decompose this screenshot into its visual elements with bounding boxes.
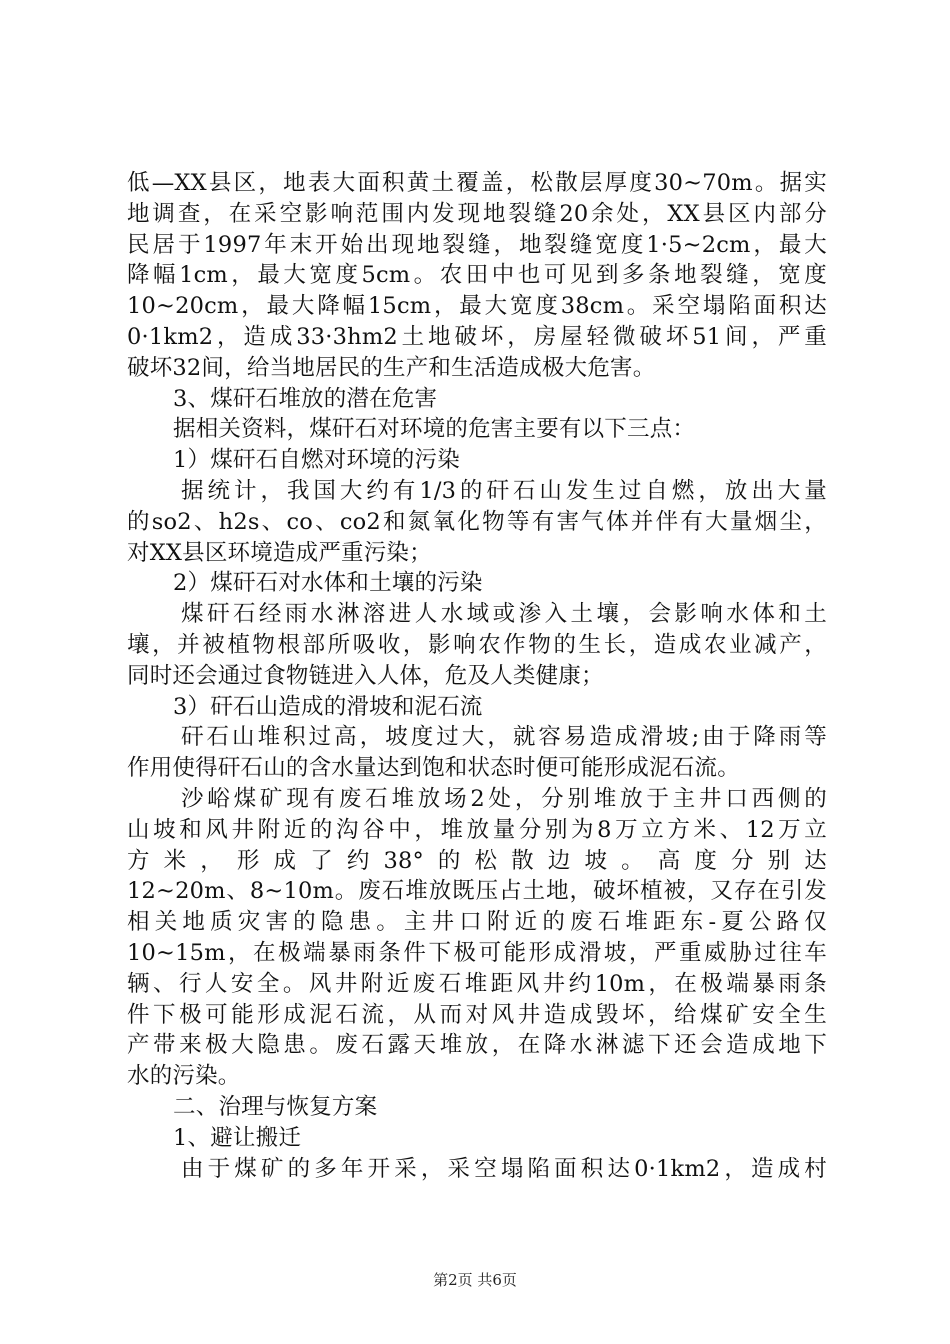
paragraph-line: 辆、行人安全。风井附近废石堆距风井约10m，在极端暴雨条 — [127, 970, 827, 997]
subsection-heading: 3）矸石山造成的滑坡和泥石流 — [173, 693, 483, 720]
paragraph-line: 由于煤矿的多年开采，采空塌陷面积达0·1km2，造成村 — [181, 1155, 827, 1182]
paragraph-line: 地调查，在采空影响范围内发现地裂缝20余处，XX县区内部分 — [127, 200, 827, 227]
paragraph-line: 对XX县区环境造成严重污染； — [127, 539, 432, 566]
paragraph-line: 民居于1997年末开始出现地裂缝，地裂缝宽度1·5~2cm，最大 — [127, 231, 827, 258]
paragraph-line: 低—XX县区，地表大面积黄土覆盖，松散层厚度30~70m。据实 — [127, 170, 827, 196]
page-footer: 第2页 共6页 — [433, 1271, 517, 1289]
paragraph-line: 据相关资料，煤矸石对环境的危害主要有以下三点： — [173, 416, 696, 443]
paragraph-line: 沙峪煤矿现有废石堆放场2处，分别堆放于主井口西侧的 — [181, 785, 827, 812]
paragraph-line: 10~15m，在极端暴雨条件下极可能形成滑坡，严重威胁过往车 — [127, 939, 827, 966]
paragraph-line: 煤矸石经雨水淋溶进人水域或渗入土壤，会影响水体和土 — [181, 601, 827, 628]
paragraph-line: 作用使得矸石山的含水量达到饱和状态时便可能形成泥石流。 — [127, 755, 740, 782]
paragraph-line: 破坏32间，给当地居民的生产和生活造成极大危害。 — [127, 354, 656, 381]
paragraph-line: 矸石山堆积过高，坡度过大，就容易造成滑坡;由于降雨等 — [181, 724, 827, 751]
paragraph-line: 方米，形成了约38°的松散边坡。高度分别达 — [127, 847, 827, 874]
section-heading: 3、煤矸石堆放的潜在危害 — [173, 385, 438, 412]
paragraph-line: 据统计，我国大约有1/3的矸石山发生过自燃，放出大量 — [181, 477, 827, 504]
paragraph-line: 产带来极大隐患。废石露天堆放，在降水淋滤下还会造成地下 — [127, 1032, 827, 1059]
subsection-heading: 2）煤矸石对水体和土壤的污染 — [173, 570, 483, 597]
paragraph-line: 降幅1cm，最大宽度5cm。农田中也可见到多条地裂缝，宽度 — [127, 262, 827, 289]
paragraph-line: 水的污染。 — [127, 1063, 241, 1090]
paragraph-line: 10~20cm，最大降幅15cm，最大宽度38cm。采空塌陷面积达 — [127, 293, 827, 320]
paragraph-line: 壤，并被植物根部所吸收，影响农作物的生长，造成农业减产， — [127, 631, 827, 658]
paragraph-line: 12~20m、8~10m。废石堆放既压占土地，破坏植被，又存在引发 — [127, 878, 827, 905]
paragraph-line: 同时还会通过食物链进入人体，危及人类健康； — [127, 662, 604, 689]
paragraph-line: 0·1km2，造成33·3hm2土地破坏，房屋轻微破坏51间，严重 — [127, 323, 827, 350]
paragraph-line: 件下极可能形成泥石流，从而对风井造成毁坏，给煤矿安全生 — [127, 1001, 827, 1028]
section-heading: 二、治理与恢复方案 — [173, 1093, 378, 1120]
subsection-heading: 1、避让搬迁 — [173, 1124, 302, 1151]
subsection-heading: 1）煤矸石自燃对环境的污染 — [173, 447, 460, 474]
paragraph-line: 相关地质灾害的隐患。主井口附近的废石堆距东-夏公路仅 — [127, 909, 827, 936]
body-text — [127, 168, 827, 1184]
paragraph-line: 的so2、h2s、co、co2和氮氧化物等有害气体并伴有大量烟尘， — [127, 508, 827, 535]
paragraph-line: 山坡和风井附近的沟谷中，堆放量分别为8万立方米、12万立 — [127, 816, 827, 843]
